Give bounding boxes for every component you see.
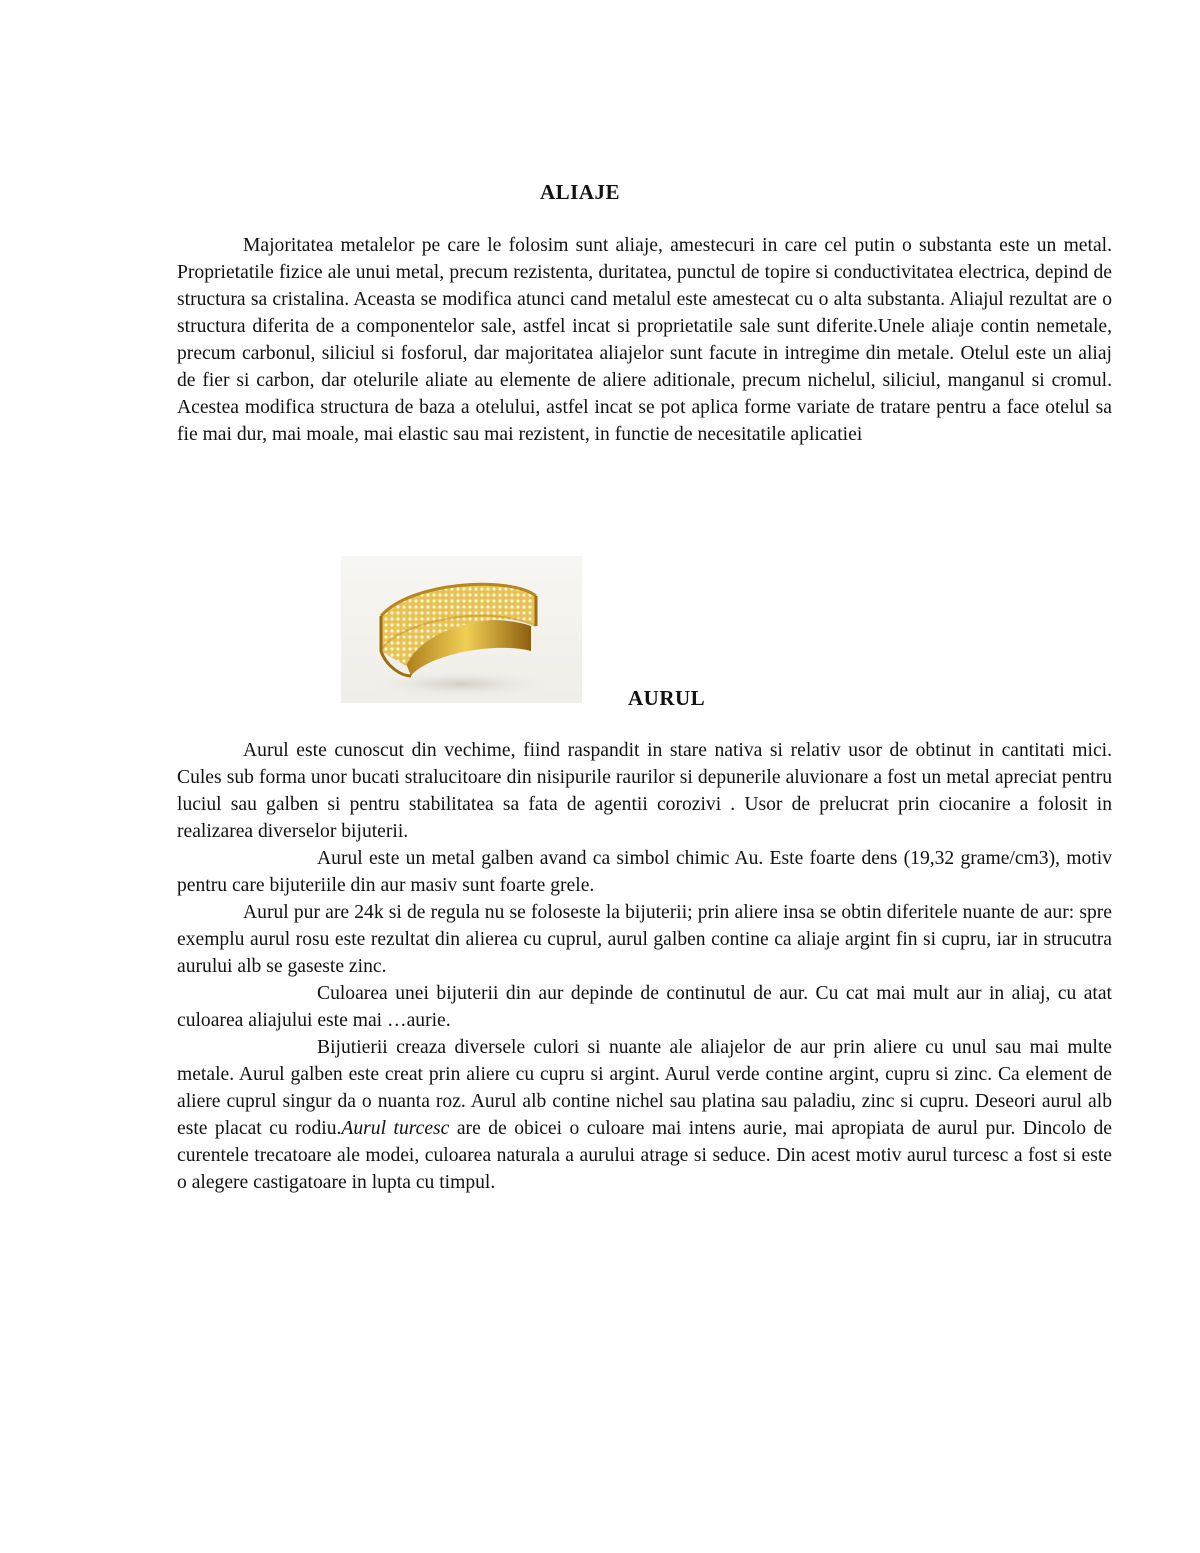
heading-aurul: AURUL <box>628 686 706 710</box>
paragraph-aurul-1: Aurul este cunoscut din vechime, fiind raspandit in stare nativa si relativ usor de obtinut in cantitati mici. Cules sub forma unor bucati stralucitoare din nisipurile raurilor si depunerile aluvionare a fost un metal apreciat pentru luciul sau galben si pentru stabilitatea sa fata de agentii corozivi . Usor de prelucrat prin ciocanire a folosit in realizarea diverselor bijuterii. <box>177 740 1112 842</box>
paragraph-aliaje-block <box>177 232 1112 448</box>
paragraph-aurul-block <box>177 737 1112 1196</box>
paragraph-aurul-2: Aurul este un metal galben avand ca simbol chimic Au. Este foarte dens (19,32 grame/cm3), motiv pentru care bijuteriile din aur masiv sunt foarte grele. <box>177 848 1112 896</box>
paragraph-aurul-5 <box>177 1034 1112 1196</box>
heading-aliaje: ALIAJE <box>539 180 621 204</box>
paragraph-aliaje: Majoritatea metalelor pe care le folosim sunt aliaje, amestecuri in care cel putin o substanta este un metal. Proprietatile fizice ale unui metal, precum rezistenta, duritatea, punctul de topire si conductivitatea electrica, depind de structura sa cristalina. Aceasta se modifica atunci cand metalul este amestecat cu o alta substanta. Aliajul rezultat are o structura diferita de a componentelor sale, astfel incat si proprietatile sale sunt diferite.Unele aliaje contin nemetale, precum carbonul, siliciul si fosforul, dar majoritatea aliajelor sunt facute in intregime din metale. Otelul este un aliaj de fier si carbon, dar otelurile aliate au elemente de aliere aditionale, precum nichelul, siliciul, manganul si cromul. Acestea modifica structura de baza a otelului, astfel incat se pot aplica forme variate de tratare pentru a face otelul sa fie mai dur, mai moale, mai elastic sau mai rezistent, in functie de necesitatile aplicatiei <box>177 235 1112 445</box>
gold-ring-image <box>341 556 582 703</box>
paragraph-aurul-4: Culoarea unei bijuterii din aur depinde de continutul de aur. Cu cat mai mult aur in aliaj, cu atat culoarea aliajului este mai …aurie. <box>177 983 1112 1031</box>
paragraph-aurul-5-part2: are de obicei o culoare mai intens aurie, mai apropiata de aurul pur. Dincolo de curentele trecatoare ale modei, culoarea naturala a aurului atrage si seduce. Din acest motiv aurul turcesc a fost si este o alegere castigatoare in lupta cu timpul. <box>177 1118 1112 1193</box>
paragraph-aurul-5-part1: Bijutierii creaza diversele culori si nuante ale aliajelor de aur prin aliere cu unul sau mai multe metale. Aurul galben este creat prin aliere cu cupru si argint. Aurul verde contine argint, cupru si zinc. Ca element de aliere cuprul singur da o nuanta roz. Aurul alb contine nichel sau platina sau paladiu, zinc si cupru. Deseori aurul alb este placat cu rodiu. <box>177 1037 1112 1139</box>
paragraph-aurul-3: Aurul pur are 24k si de regula nu se foloseste la bijuterii; prin aliere insa se obtin diferitele nuante de aur: spre exemplu aurul rosu este rezultat din alierea cu cuprul, aurul galben contine ca aliaje argint fin si cupru, iar in strucutra aurului alb se gaseste zinc. <box>177 902 1112 977</box>
aurul-turcesc-italic: Aurul turcesc <box>341 1118 450 1139</box>
